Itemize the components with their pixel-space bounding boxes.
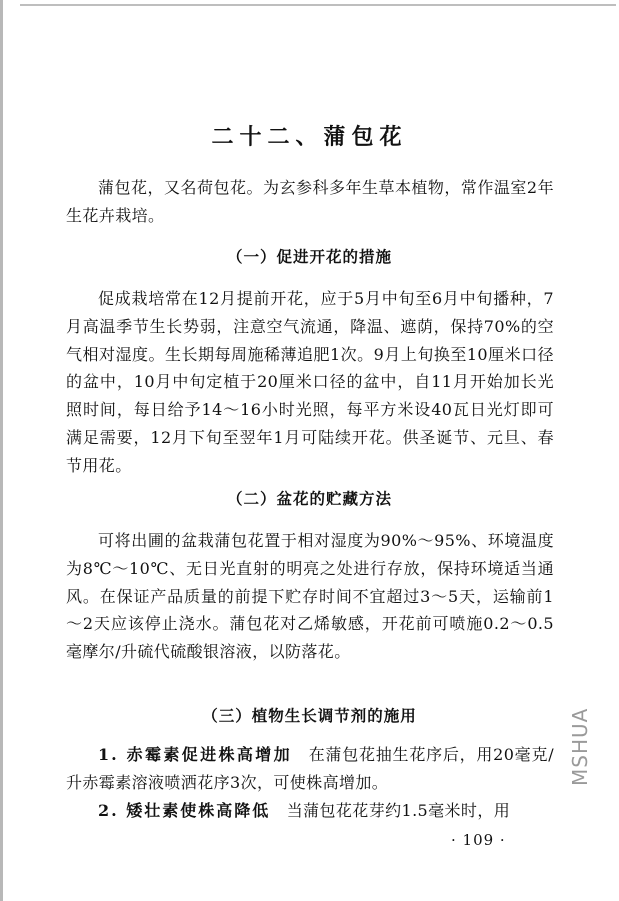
item-1-text: 在蒲包花抽生花序后，用20毫克/升赤霉素溶液喷洒花序3次，可使株高增加。	[66, 745, 554, 792]
item-2-text: 当蒲包花花芽约1.5毫米时，用	[286, 801, 511, 820]
section-1-paragraph: 促成栽培常在12月提前开花，应于5月中旬至6月中旬播种，7月高温季节生长势弱，注意空气流通，降温、遮荫，保持70%的空气相对湿度。生长期每周施稀薄追肥1次。9月上旬换至10厘米口径的盆中，10月中旬定植于20厘米口径的盆中，自11月开始加长光照时间，每日给予14～16小时光照，每平方米设40瓦日光灯即可满足需要，12月下旬至翌年1月可陆续开花。供圣诞节、元旦、春节用花。	[66, 289, 554, 475]
section-heading-1: （一）促进开花的措施	[226, 247, 392, 266]
item-2-title: 2. 矮壮素使株高降低	[98, 801, 271, 820]
section-heading-2: （二）盆花的贮藏方法	[226, 489, 392, 508]
intro-paragraph: 蒲包花，又名荷包花。为玄参科多年生草本植物，常作温室2年生花卉栽培。	[66, 178, 554, 225]
item-1-title: 1. 赤霉素促进株高增加	[98, 745, 292, 764]
item-1-paragraph	[66, 741, 554, 797]
section-heading-3: （三）植物生长调节剂的施用	[202, 706, 417, 725]
item-2-paragraph	[66, 797, 554, 825]
chapter-title: 二十二、蒲包花	[211, 124, 408, 150]
section-2-paragraph: 可将出圃的盆栽蒲包花置于相对湿度为90%～95%、环境温度为8℃～10℃、无日光直射的明亮之处进行存放，保持环境适当通风。在保证产品质量的前提下贮存时间不宜超过3～5天，运输前1～2天应该停止浇水。蒲包花对乙烯敏感，开花前可喷施0.2～0.5毫摩尔/升硫代硫酸银溶液，以防落花。	[66, 531, 554, 662]
top-border-line	[20, 4, 616, 6]
page-number: · 109 ·	[451, 831, 506, 849]
watermark: MSHUA	[568, 707, 592, 786]
